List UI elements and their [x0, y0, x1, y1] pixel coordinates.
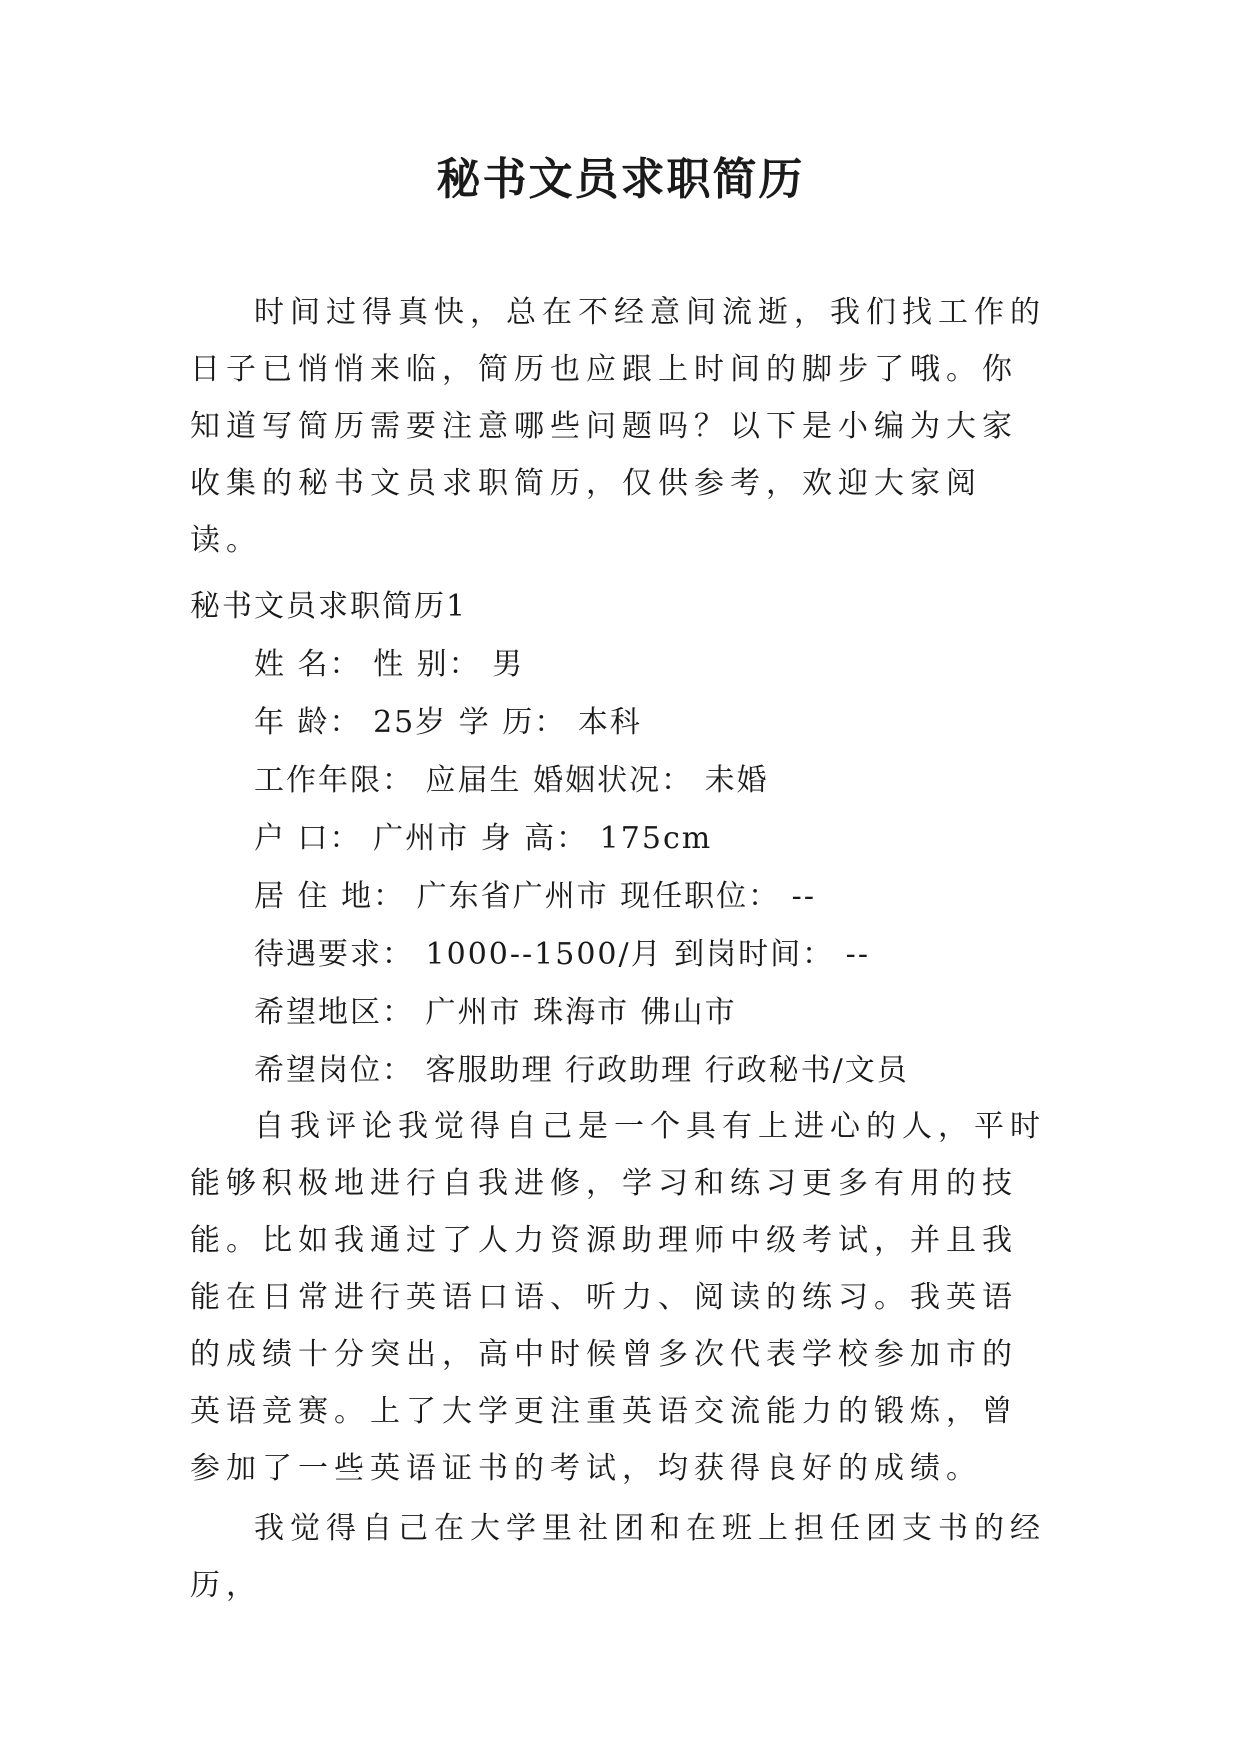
info-line-preferred-region: 希望地区： 广州市 珠海市 佛山市	[254, 995, 737, 1030]
personal-info-list	[254, 636, 1054, 1100]
info-line-experience-marital: 工作年限： 应届生 婚姻状况： 未婚	[254, 763, 769, 798]
info-line-hukou-height: 户 口： 广州市 身 高： 175cm	[254, 821, 713, 856]
info-line-residence-position: 居 住 地： 广东省广州市 现任职位： --	[254, 879, 816, 914]
info-line-salary-availability: 待遇要求： 1000--1500/月 到岗时间： --	[254, 937, 870, 972]
section-heading: 秘书文员求职简历1	[190, 589, 468, 624]
info-line-name-gender: 姓 名： 性 别： 男	[254, 647, 525, 682]
intro-paragraph: 时间过得真快，总在不经意间流逝，我们找工作的日子已悄悄来临，简历也应跟上时间的脚步了哦。你知道写简历需要注意哪些问题吗？以下是小编为大家收集的秘书文员求职简历，仅供参考，欢迎大家阅读。	[190, 295, 1046, 558]
self-evaluation-paragraph: 自我评论我觉得自己是一个具有上进心的人，平时能够积极地进行自我进修，学习和练习更多有用的技能。比如我通过了人力资源助理师中级考试，并且我能在日常进行英语口语、听力、阅读的练习。我英语的成绩十分突出，高中时候曾多次代表学校参加市的英语竞赛。上了大学更注重英语交流能力的锻炼，曾参加了一些英语证书的考试，均获得良好的成绩。	[190, 1109, 1046, 1486]
experience-paragraph: 我觉得自己在大学里社团和在班上担任团支书的经历，	[190, 1511, 1046, 1603]
document-title: 秘书文员求职简历	[436, 154, 805, 205]
info-line-preferred-position: 希望岗位： 客服助理 行政助理 行政秘书/文员	[254, 1053, 909, 1088]
info-line-age-education: 年 龄： 25岁 学 历： 本科	[254, 705, 642, 740]
